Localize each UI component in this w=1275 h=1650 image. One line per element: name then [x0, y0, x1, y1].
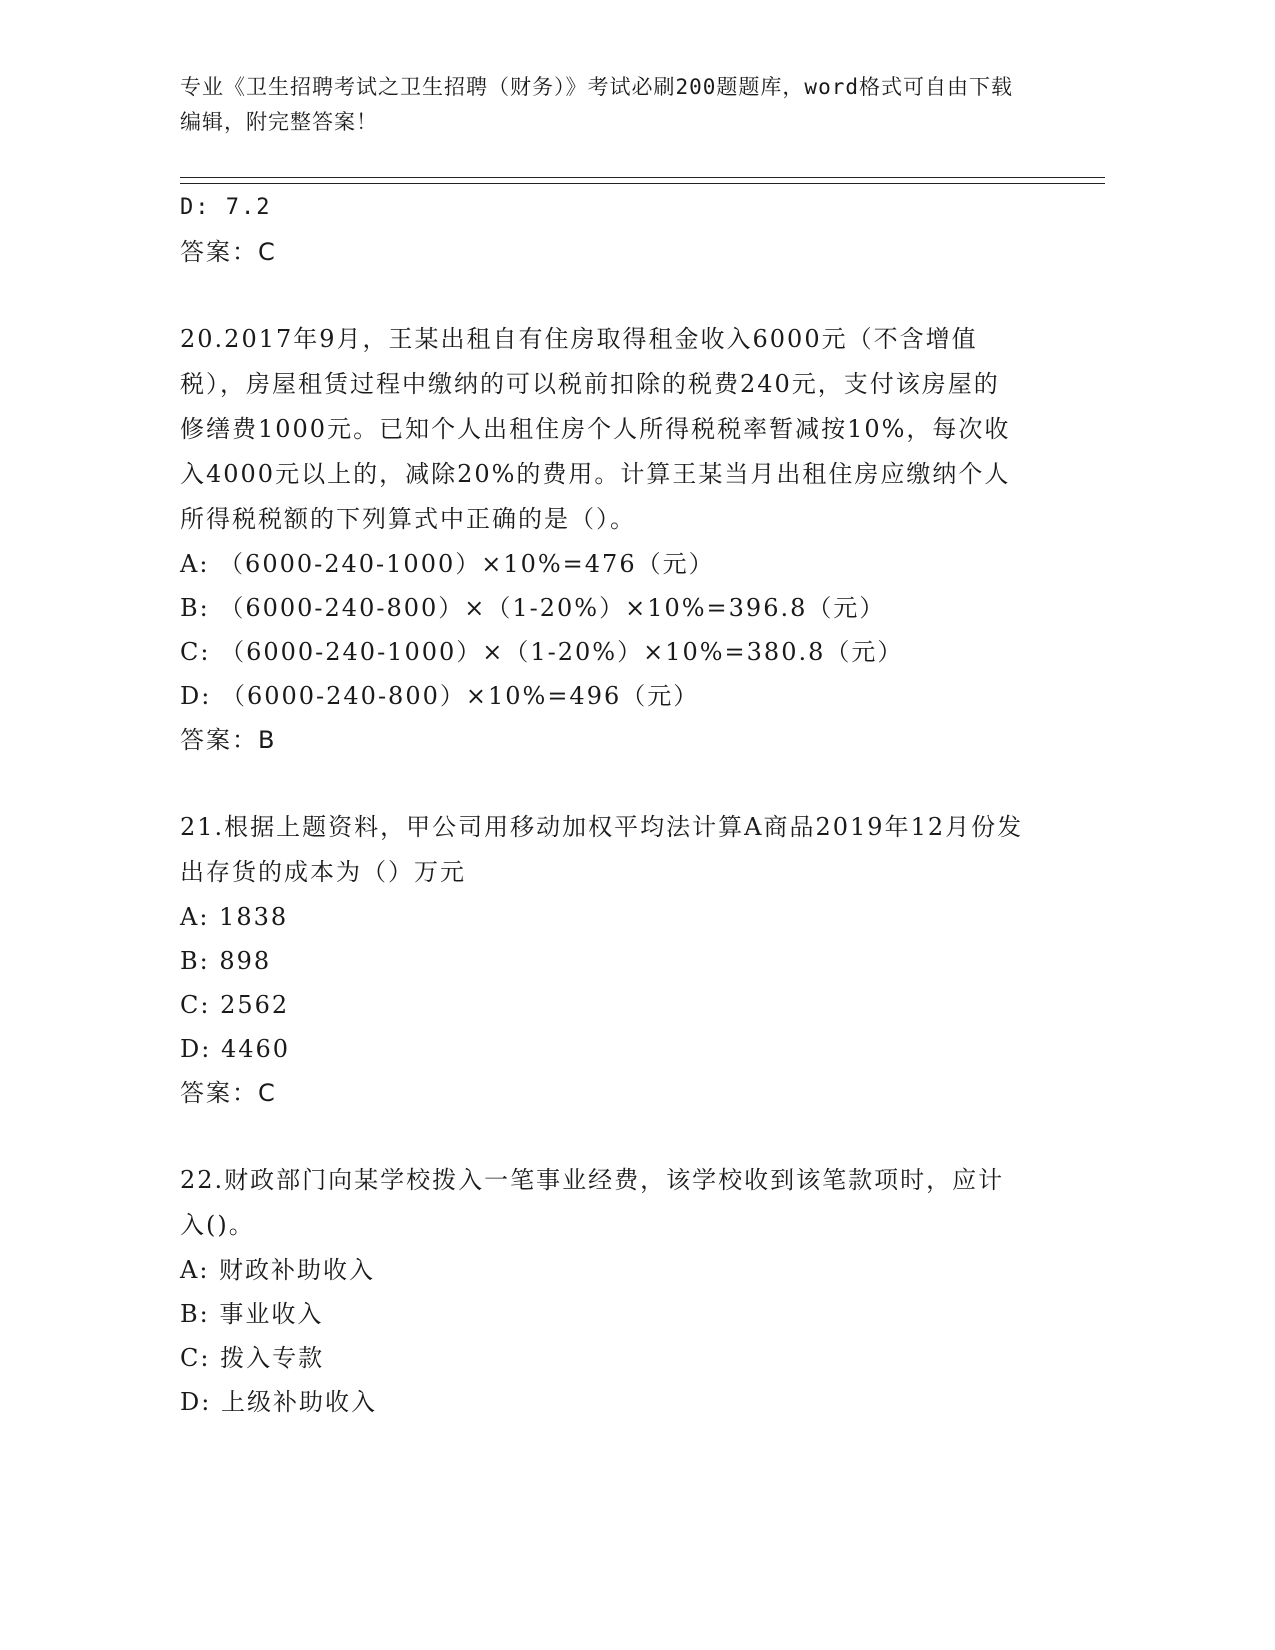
- question-22-option-b: B: 事业收入: [180, 1300, 324, 1328]
- question-20-option-c: C: （6000-240-1000）×（1-20%）×10%=380.8（元）: [180, 638, 904, 666]
- question-21-answer: 答案：C: [180, 1079, 277, 1107]
- question-22-option-c: C: 拨入专款: [180, 1344, 325, 1372]
- question-22: [180, 1158, 1025, 1424]
- document-header: 专业《卫生招聘考试之卫生招聘（财务）》考试必刷200题题库，word格式可自由下载编辑，附完整答案！: [180, 75, 1013, 134]
- question-22-stem: 22.财政部门向某学校拨入一笔事业经费，该学校收到该笔款项时，应计入()。: [180, 1166, 1005, 1239]
- question-21-option-b: B: 898: [180, 947, 272, 975]
- question-20-answer: 答案：B: [180, 726, 277, 754]
- question-21-option-d: D: 4460: [180, 1035, 291, 1063]
- prev-option-d: D: 7.2: [180, 195, 272, 220]
- prev-answer: 答案：C: [180, 238, 277, 266]
- question-20-option-d: D: （6000-240-800）×10%=496（元）: [180, 682, 700, 710]
- question-list: [180, 186, 1025, 1424]
- header-divider: [180, 177, 1105, 184]
- question-20-option-b: B: （6000-240-800）×（1-20%）×10%=396.8（元）: [180, 594, 886, 622]
- question-20: [180, 317, 1025, 762]
- question-21-option-a: A: 1838: [180, 903, 289, 931]
- question-20-stem: 20.2017年9月，王某出租自有住房取得租金收入6000元（不含增值税），房屋租赁过程中缴纳的可以税前扣除的税费240元，支付该房屋的修缮费1000元。已知个人出租住房个人所得税税率暂减按10%，每次收入4000元以上的，减除20%的费用。计算王某当月出租住房应缴纳个人所得税税额的下列算式中正确的是（）。: [180, 325, 1011, 533]
- question-21: [180, 805, 1025, 1115]
- question-21-stem: 21.根据上题资料，甲公司用移动加权平均法计算A商品2019年12月份发出存货的成本为（）万元: [180, 813, 1024, 886]
- question-22-option-d: D: 上级补助收入: [180, 1388, 377, 1416]
- question-21-option-c: C: 2562: [180, 991, 290, 1019]
- question-20-option-a: A: （6000-240-1000）×10%=476（元）: [180, 550, 715, 578]
- question-22-option-a: A: 财政补助收入: [180, 1256, 376, 1284]
